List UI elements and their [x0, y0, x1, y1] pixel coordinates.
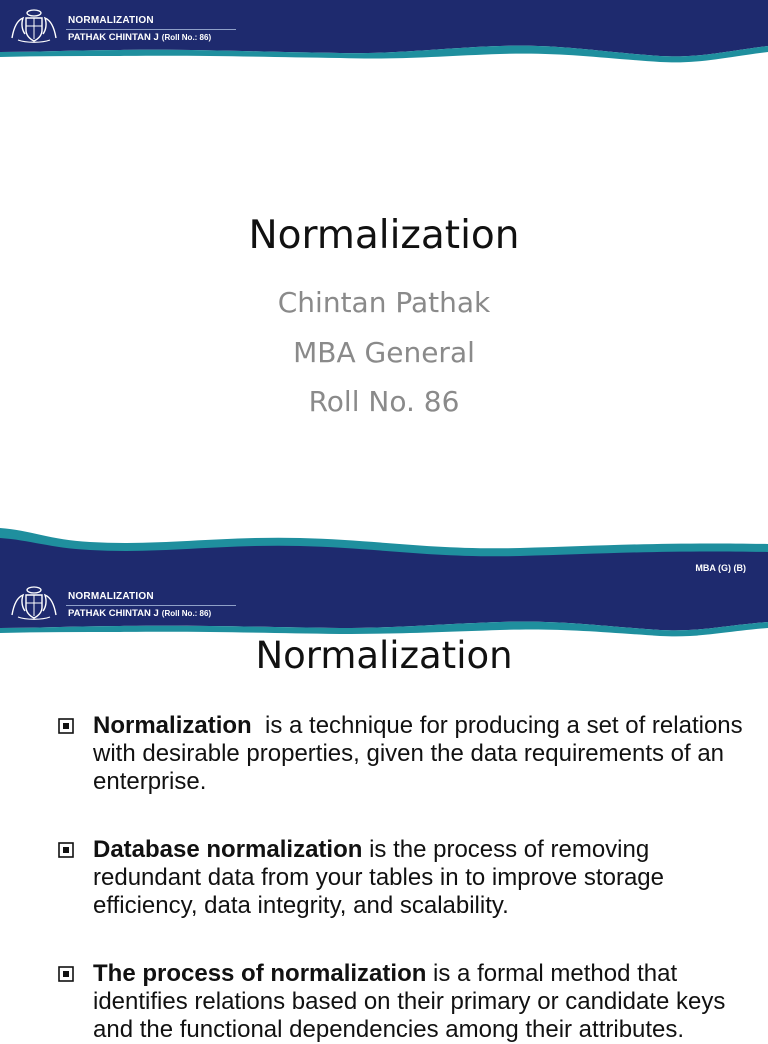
bullet-term: Normalization — [93, 712, 252, 739]
header-author-name: PATHAK CHINTAN J — [68, 32, 159, 43]
bullet-text — [93, 836, 748, 920]
roll-number: Roll No. 86 — [308, 385, 460, 418]
slide-title: Normalization — [248, 213, 520, 258]
coat-of-arms-icon — [8, 4, 60, 44]
header-divider — [66, 605, 236, 606]
square-bullet-icon — [58, 966, 74, 982]
square-bullet-icon — [58, 842, 74, 858]
footer-banner — [0, 520, 768, 578]
header-title: NORMALIZATION — [68, 591, 154, 602]
bullet-text — [93, 712, 748, 796]
bullet-item — [58, 960, 748, 1044]
slide-title: Normalization — [255, 634, 513, 677]
bullet-text — [93, 960, 748, 1044]
header-author — [68, 608, 211, 619]
header-roll-number: (Roll No.: 86) — [161, 33, 212, 42]
bullet-description: is a formal method that identifies relations based on their primary or candidate keys and the functional dependencies among their attributes. — [93, 960, 733, 1043]
header-roll-number: (Roll No.: 86) — [161, 609, 212, 618]
square-bullet-icon — [58, 718, 74, 734]
header-divider — [66, 29, 236, 30]
bullet-description: is a technique for producing a set of relations with desirable properties, given the data requirements of an enterprise. — [93, 712, 750, 795]
bullet-item — [58, 712, 748, 796]
program-name: MBA General — [293, 336, 475, 369]
footer-label: MBA (G) (B) — [695, 563, 746, 573]
bullet-description: is the process of removing redundant data from your tables in to improve storage efficiency, data integrity, and scalability. — [93, 836, 671, 919]
presenter-name: Chintan Pathak — [277, 286, 491, 319]
coat-of-arms-icon — [8, 581, 60, 621]
header-author-name: PATHAK CHINTAN J — [68, 608, 159, 619]
header-author — [68, 32, 211, 43]
bullet-term: Database normalization — [93, 836, 363, 863]
bullet-term: The process of normalization — [93, 960, 427, 987]
content-slide — [0, 578, 768, 1043]
bullet-item — [58, 836, 748, 920]
header-title: NORMALIZATION — [68, 15, 154, 26]
